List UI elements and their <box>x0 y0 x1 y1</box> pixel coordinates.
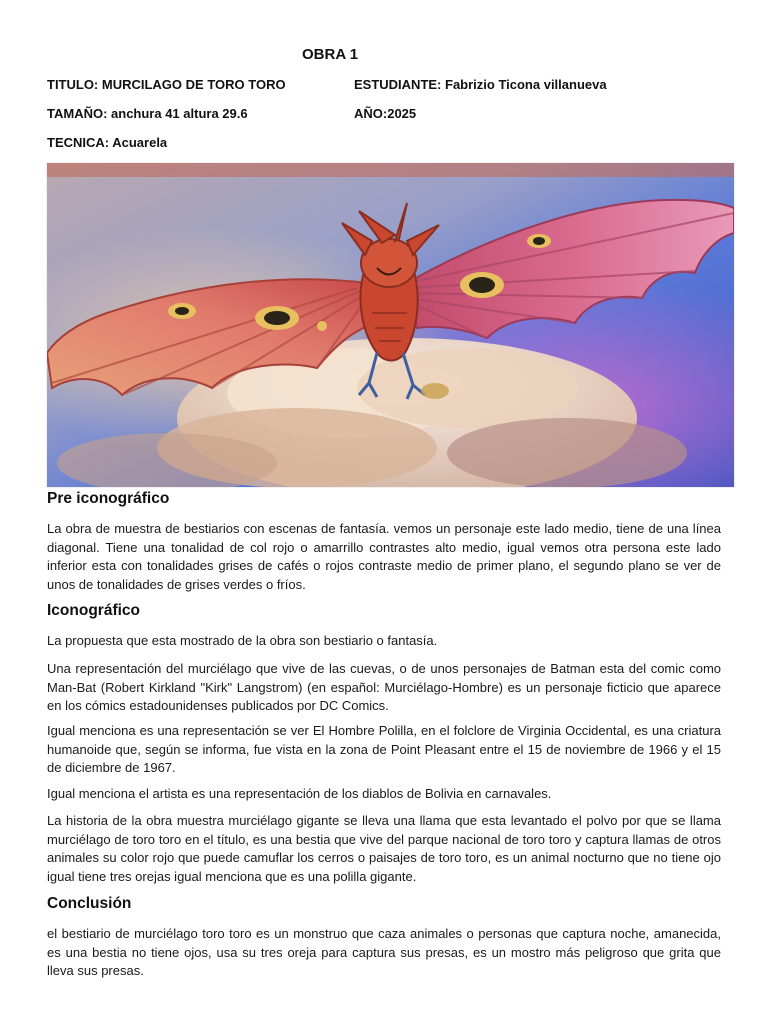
titulo-field: TITULO: MURCILAGO DE TORO TORO <box>47 77 286 92</box>
obra-title: OBRA 1 <box>302 46 359 63</box>
conclusion-heading: Conclusión <box>47 895 132 912</box>
artwork-image <box>47 163 734 487</box>
estudiante-field: ESTUDIANTE: Fabrizio Ticona villanueva <box>354 77 607 92</box>
iconografico-paragraph-3: Igual menciona es una representación se ver El Hombre Polilla, en el folclore de Virginia Occidental, es una criatura humanoide que, según se informa, fue vista en la zona de Point Pleasant entre el 15 de noviembre de 1966 y el 15 de diciembre de 1967. <box>47 723 721 775</box>
bat-watercolor-painting-icon <box>47 163 734 487</box>
pre-iconografico-heading: Pre iconográfico <box>47 490 170 507</box>
iconografico-paragraph-1: La propuesta que esta mostrado de la obra son bestiario o fantasía. <box>47 633 438 648</box>
conclusion-paragraph: el bestiario de murciélago toro toro es un monstruo que caza animales o personas que captura noche, amanecida, es una bestia no tiene ojos, usa su tres oreja para captura sus presas, es un mostro más peligroso que grita que lleva sus presas. <box>47 926 721 978</box>
iconografico-paragraph-5: La historia de la obra muestra murciélago gigante se lleva una llama que esta levantado el polvo por que se llama murciélago de toro toro en el título, es una bestia que vive del parque nacional de toro toro y captura llamas de otros animales su color rojo que puede camuflar los cerros o paisajes de toro toro, es un animal nocturno que no tiene ojo igual tiene tres orejas igual menciona que es una polilla gigante. <box>47 813 721 884</box>
iconografico-paragraph-4: Igual menciona el artista es una representación de los diablos de Bolivia en carnavales. <box>47 786 552 801</box>
anio-field: AÑO:2025 <box>354 106 417 121</box>
tecnica-field: TECNICA: Acuarela <box>47 135 168 150</box>
iconografico-paragraph-2: Una representación del murciélago que vive de las cuevas, o de unos personajes de Batman esta del comic como Man-Bat (Robert Kirkland "Kirk" Langstrom) (en español: Murciélago-Hombre) es un personaje ficticio que aparece en los cómics estadounidenses publicados por DC Comics. <box>47 661 721 713</box>
iconografico-heading: Iconográfico <box>47 602 141 619</box>
pre-iconografico-paragraph: La obra de muestra de bestiarios con escenas de fantasía. vemos un personaje este lado medio, tiene de una línea diagonal. Tiene una tonalidad de col rojo o amarrillo contrastes alto medio, igual vemos otra persona este lado inferior esta con tonalidades grises de cafés o rojos contraste medio de primer plano, el segundo plano se ver de unos de tonalidades de grises verdes o fríos. <box>47 521 721 592</box>
tamano-field: TAMAÑO: anchura 41 altura 29.6 <box>47 106 248 121</box>
